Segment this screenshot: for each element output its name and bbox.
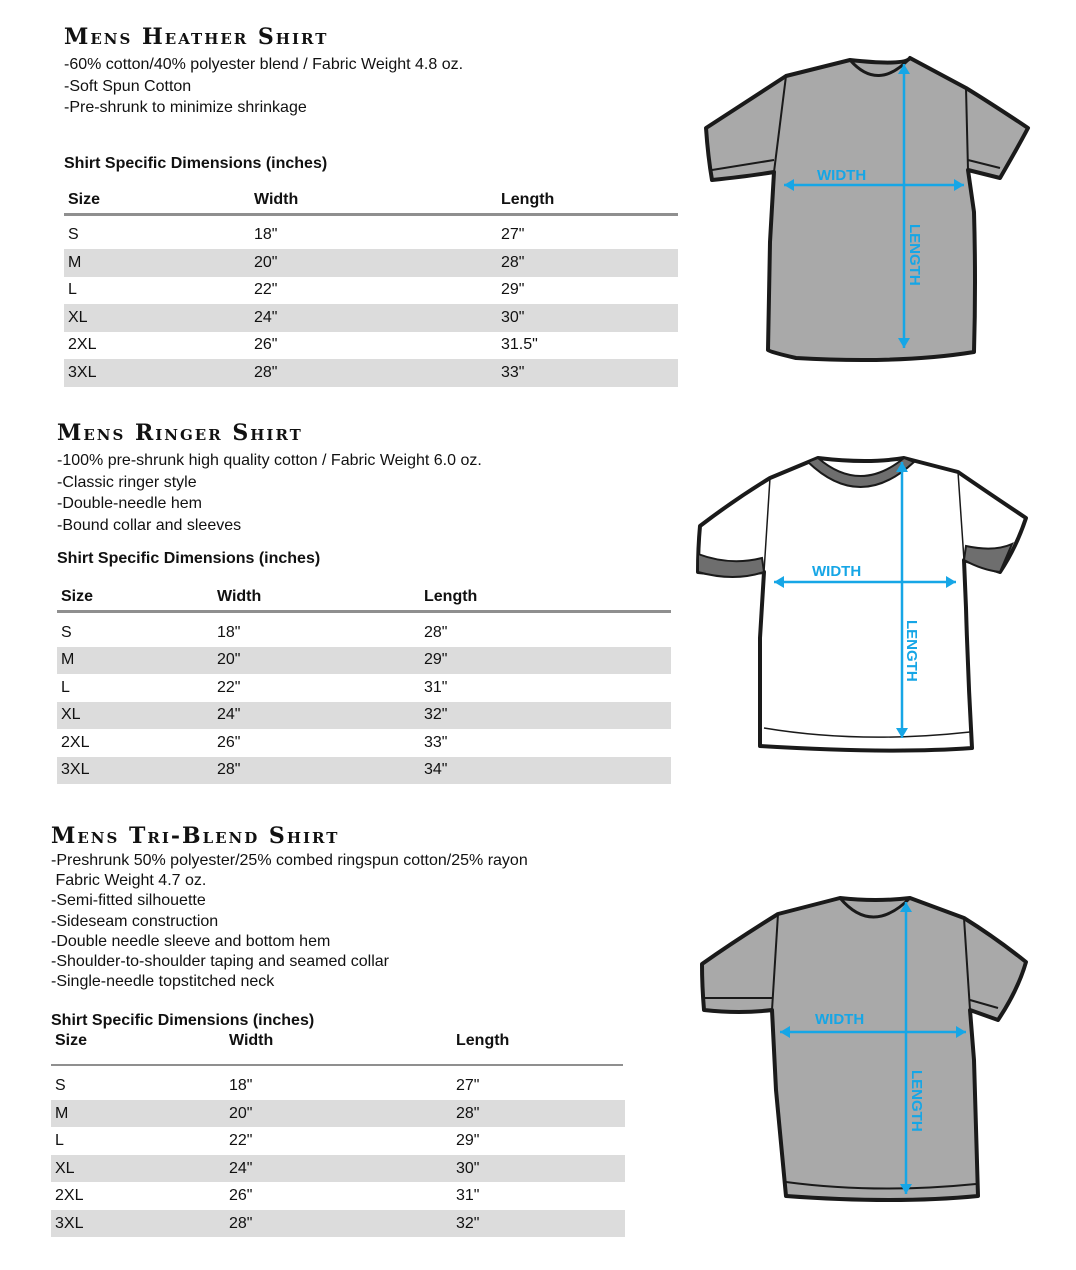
cell-size: 2XL xyxy=(55,1187,84,1205)
table-row xyxy=(57,702,671,730)
cell-size: M xyxy=(57,647,213,675)
cell-width: 18" xyxy=(229,1077,253,1095)
cell-width: 18" xyxy=(217,623,241,641)
cell-width: 20" xyxy=(250,249,497,277)
table-row xyxy=(51,1155,625,1183)
feature-item: -Classic ringer style xyxy=(57,473,197,491)
feature-item: Fabric Weight 4.7 oz. xyxy=(51,872,207,890)
section-title: Mens Ringer Shirt xyxy=(57,420,303,446)
triblend-shirt-diagram xyxy=(696,890,1036,1210)
cell-length: 31" xyxy=(456,1187,480,1205)
table-header-row xyxy=(57,584,671,610)
width-label: WIDTH xyxy=(815,1011,865,1028)
section-triblend xyxy=(51,825,671,1237)
cell-size: L xyxy=(68,281,77,299)
length-label: LENGTH xyxy=(906,224,923,286)
cell-size: 3XL xyxy=(57,757,213,785)
feature-item: -Shoulder-to-shoulder taping and seamed collar xyxy=(51,953,389,971)
cell-width: 24" xyxy=(225,1155,452,1183)
size-table xyxy=(51,1032,625,1237)
col-header-length: Length xyxy=(456,1032,510,1050)
col-header-width: Width xyxy=(254,190,299,208)
col-header-length: Length xyxy=(424,588,478,605)
feature-item: -Preshrunk 50% polyester/25% combed ringspun cotton/25% rayon xyxy=(51,852,528,869)
col-header-length: Length xyxy=(501,190,555,208)
table-row xyxy=(51,1072,625,1100)
cell-length: 33" xyxy=(497,359,678,387)
dimensions-heading: Shirt Specific Dimensions (inches) xyxy=(57,550,321,567)
header-rule xyxy=(51,1064,623,1066)
table-row xyxy=(64,332,678,360)
dimensions-heading: Shirt Specific Dimensions (inches) xyxy=(64,154,328,172)
cell-width: 20" xyxy=(213,647,420,675)
feature-item: -Sideseam construction xyxy=(51,912,219,930)
col-header-size: Size xyxy=(55,1032,88,1050)
cell-size: M xyxy=(51,1100,225,1128)
col-header-size: Size xyxy=(68,190,101,208)
table-row xyxy=(64,222,678,250)
feature-item: -60% cotton/40% polyester blend / Fabric Weight 4.8 oz. xyxy=(64,56,464,73)
table-row xyxy=(51,1210,625,1238)
cell-length: 30" xyxy=(452,1155,625,1183)
feature-list xyxy=(51,851,671,992)
table-row xyxy=(51,1127,625,1155)
col-header-size: Size xyxy=(61,588,94,605)
table-row xyxy=(57,619,671,647)
header-rule xyxy=(57,610,671,613)
table-header-row xyxy=(64,187,678,213)
feature-list xyxy=(57,450,677,536)
cell-length: 28" xyxy=(497,249,678,277)
shirt-body xyxy=(706,58,1028,360)
cell-length: 29" xyxy=(456,1132,480,1150)
cell-size: 2XL xyxy=(68,336,97,354)
table-row xyxy=(64,359,678,387)
feature-list xyxy=(64,54,684,119)
table-header-row xyxy=(51,1032,625,1056)
cell-length: 32" xyxy=(452,1210,625,1238)
cell-size: L xyxy=(61,678,70,696)
cell-size: XL xyxy=(64,304,250,332)
cell-width: 26" xyxy=(254,336,278,354)
col-header-width: Width xyxy=(229,1032,274,1050)
table-row xyxy=(64,304,678,332)
feature-item: -Soft Spun Cotton xyxy=(64,77,192,95)
cell-size: S xyxy=(68,226,79,244)
cell-width: 24" xyxy=(250,304,497,332)
cell-length: 33" xyxy=(424,733,448,751)
table-row xyxy=(64,277,678,305)
cell-length: 34" xyxy=(420,757,671,785)
col-header-width: Width xyxy=(217,588,262,605)
cell-width: 22" xyxy=(217,678,241,696)
cell-width: 26" xyxy=(229,1187,253,1205)
cell-width: 28" xyxy=(250,359,497,387)
feature-item: -Double-needle hem xyxy=(57,495,202,512)
feature-item: -Double needle sleeve and bottom hem xyxy=(51,932,331,950)
table-row xyxy=(51,1100,625,1128)
cell-length: 28" xyxy=(452,1100,625,1128)
cell-length: 27" xyxy=(456,1077,480,1095)
table-row xyxy=(57,729,671,757)
header-rule xyxy=(64,213,678,216)
cell-length: 27" xyxy=(501,226,525,244)
width-label: WIDTH xyxy=(812,563,862,580)
section-ringer xyxy=(57,422,677,784)
cell-size: 3XL xyxy=(64,359,250,387)
cell-size: XL xyxy=(51,1155,225,1183)
table-row xyxy=(51,1182,625,1210)
table-row xyxy=(57,757,671,785)
cell-length: 32" xyxy=(420,702,671,730)
heather-shirt-diagram xyxy=(700,52,1036,362)
cell-width: 18" xyxy=(254,226,278,244)
cell-width: 22" xyxy=(229,1132,253,1150)
table-row xyxy=(57,647,671,675)
cell-width: 28" xyxy=(225,1210,452,1238)
dimensions-heading: Shirt Specific Dimensions (inches) xyxy=(51,1012,315,1030)
width-label: WIDTH xyxy=(817,167,867,184)
cell-size: L xyxy=(55,1132,64,1150)
cell-size: S xyxy=(61,623,72,641)
cell-size: XL xyxy=(57,702,213,730)
cell-size: M xyxy=(64,249,250,277)
cell-length: 31.5" xyxy=(501,336,538,354)
cell-length: 29" xyxy=(501,281,525,299)
cell-width: 24" xyxy=(213,702,420,730)
ringer-shirt-diagram xyxy=(690,448,1036,758)
cell-length: 30" xyxy=(497,304,678,332)
feature-item: -Semi-fitted silhouette xyxy=(51,892,206,910)
cell-size: 2XL xyxy=(61,733,90,751)
cell-length: 29" xyxy=(420,647,671,675)
cell-width: 28" xyxy=(213,757,420,785)
table-row xyxy=(64,249,678,277)
feature-item: -Single-needle topstitched neck xyxy=(51,973,275,991)
length-label: LENGTH xyxy=(908,1070,925,1132)
length-label: LENGTH xyxy=(903,620,920,682)
cell-width: 20" xyxy=(225,1100,452,1128)
shirt-body xyxy=(698,458,1026,751)
section-title: Mens Tri-Blend Shirt xyxy=(51,823,340,849)
table-row xyxy=(57,674,671,702)
size-table xyxy=(64,187,678,387)
feature-item: -Pre-shrunk to minimize shrinkage xyxy=(64,99,307,116)
feature-item: -100% pre-shrunk high quality cotton / Fabric Weight 6.0 oz. xyxy=(57,452,482,469)
cell-width: 22" xyxy=(254,281,278,299)
cell-length: 31" xyxy=(424,678,448,696)
section-title: Mens Heather Shirt xyxy=(64,24,329,50)
shirt-body xyxy=(702,898,1026,1200)
cell-size: 3XL xyxy=(51,1210,225,1238)
size-table xyxy=(57,584,671,784)
section-heather xyxy=(64,26,684,387)
cell-length: 28" xyxy=(424,623,448,641)
cell-size: S xyxy=(55,1077,66,1095)
feature-item: -Bound collar and sleeves xyxy=(57,516,242,534)
cell-width: 26" xyxy=(217,733,241,751)
